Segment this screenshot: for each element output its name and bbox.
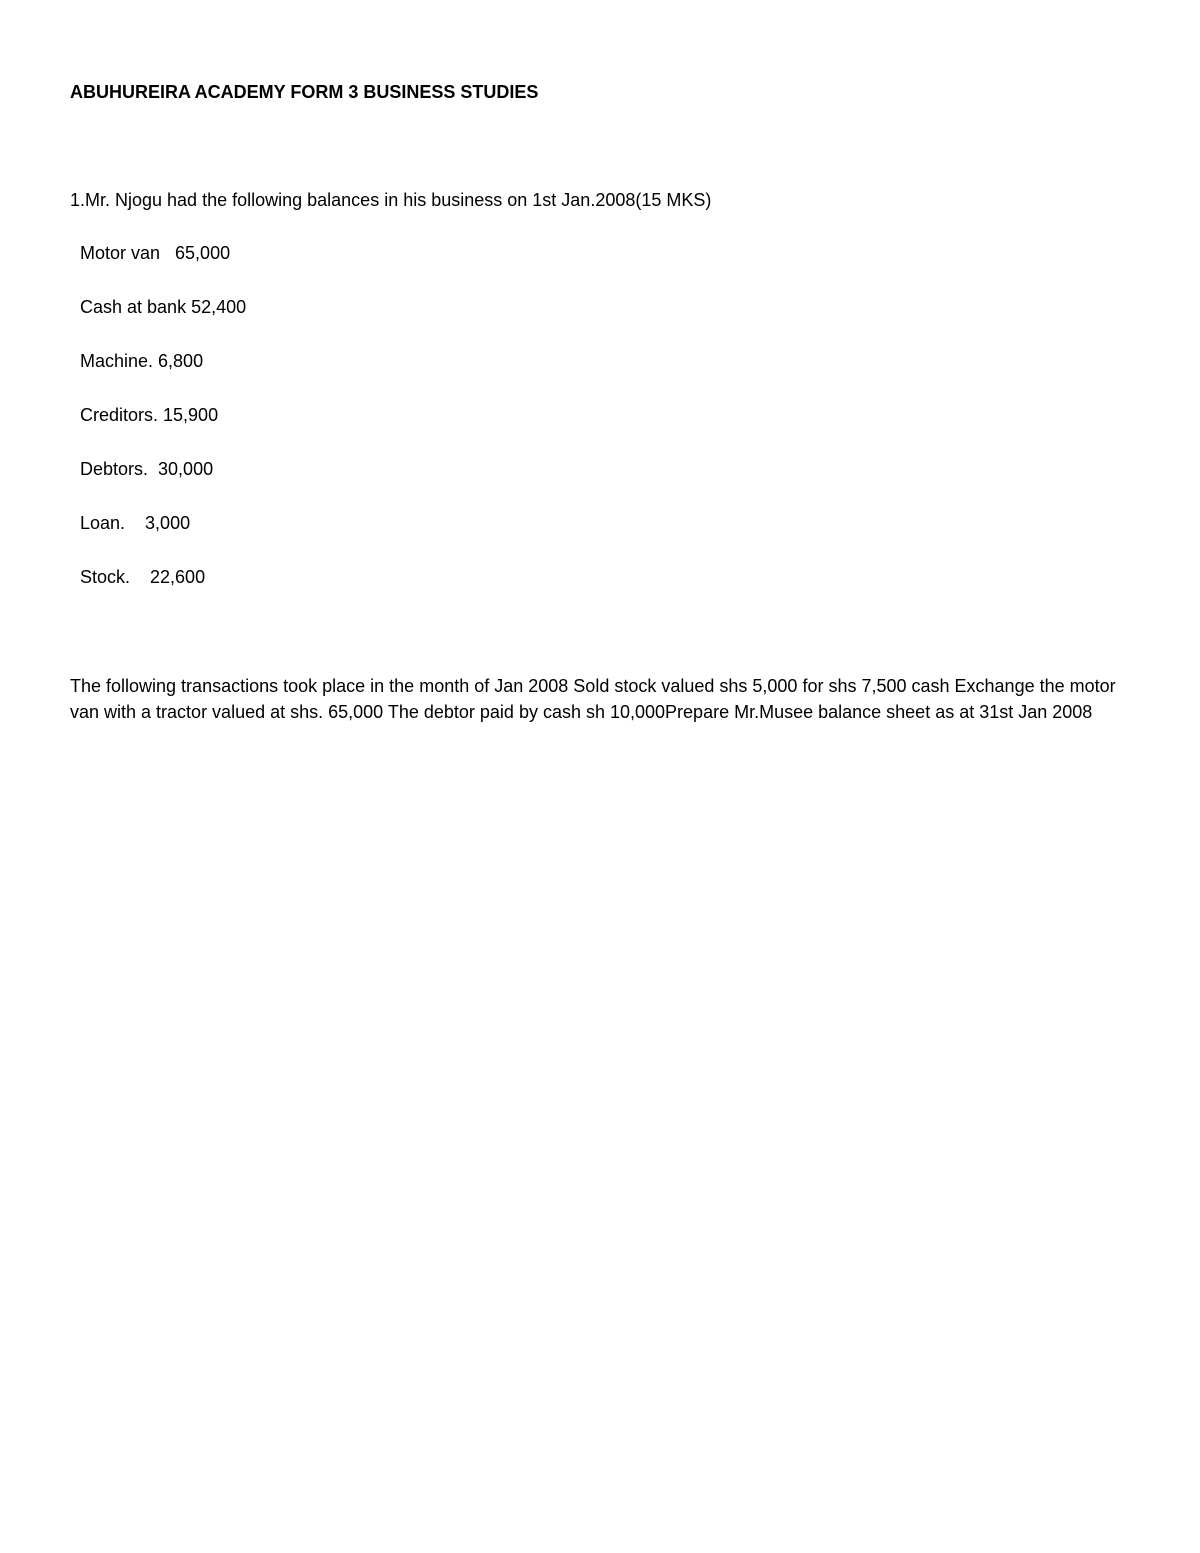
document-title: ABUHUREIRA ACADEMY FORM 3 BUSINESS STUDIES: [70, 82, 539, 102]
balances-list: [80, 243, 246, 621]
balance-item-debtors: Debtors. 30,000: [80, 459, 214, 479]
balance-item-stock: Stock. 22,600: [80, 567, 206, 587]
balance-item-creditors: Creditors. 15,900: [80, 405, 219, 425]
transactions-paragraph: The following transactions took place in the month of Jan 2008 Sold stock valued shs 5,000 for shs 7,500 cash Exchange the motor van with a tractor valued at shs. 65,000 The debtor paid by cash sh 10,000Prepare Mr.Musee balance sheet as at 31st Jan 2008: [70, 676, 1116, 722]
balance-item-loan: Loan. 3,000: [80, 513, 191, 533]
balance-item-machine: Machine. 6,800: [80, 351, 204, 371]
balance-item-cash-at-bank: Cash at bank 52,400: [80, 297, 247, 317]
balance-item-motor-van: Motor van 65,000: [80, 243, 231, 263]
question-text: 1.Mr. Njogu had the following balances in his business on 1st Jan.2008(15 MKS): [70, 190, 712, 210]
